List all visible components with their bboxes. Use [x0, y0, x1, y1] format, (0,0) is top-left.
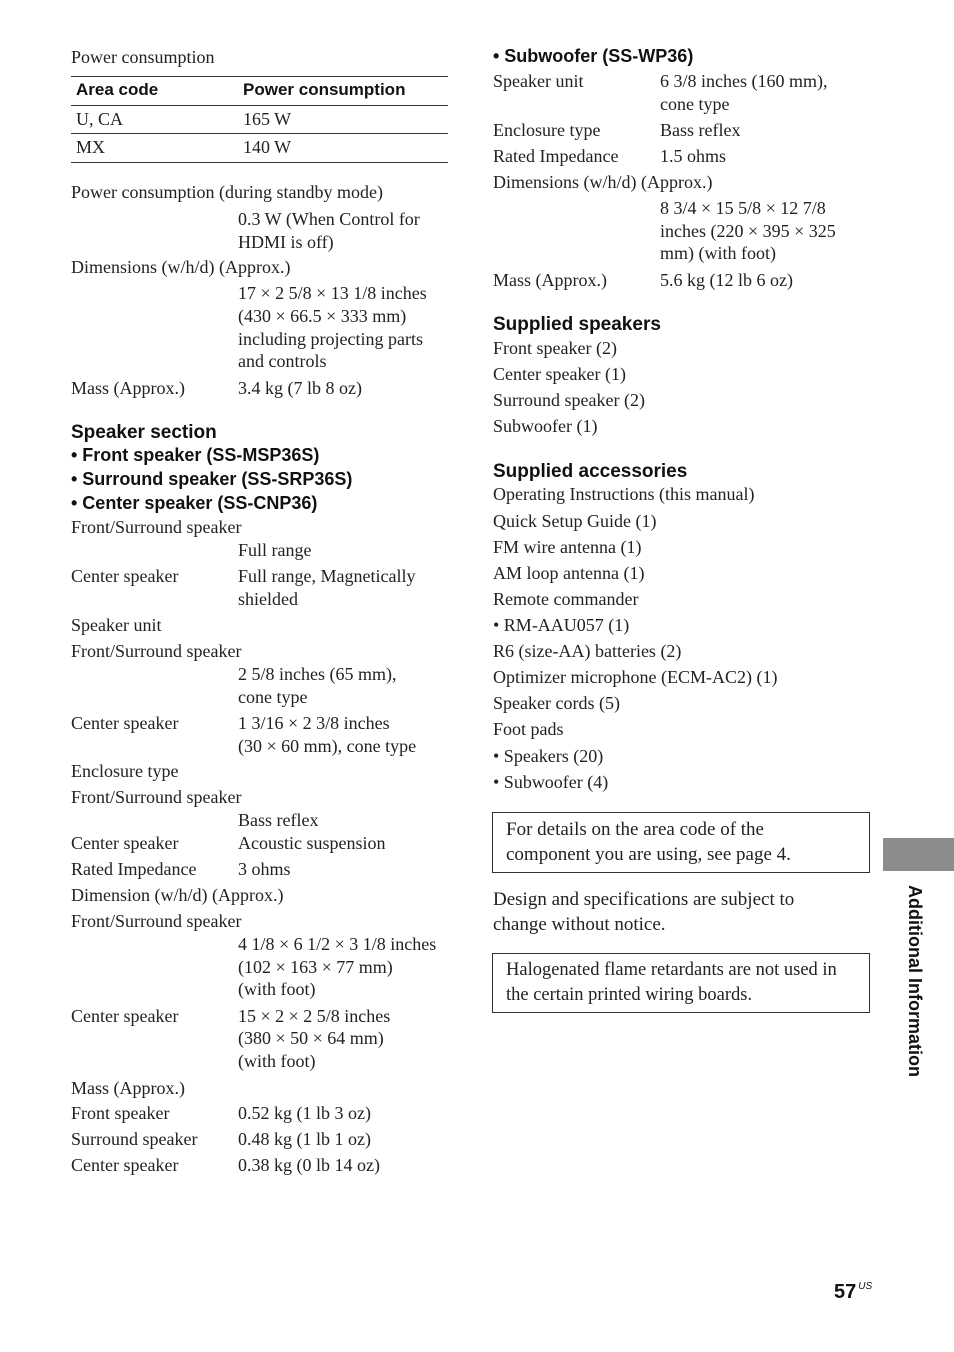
subwoofer-unit-label: Speaker unit [493, 71, 584, 91]
page-number [834, 1281, 872, 1304]
dimension-fs-value-2: (102 × 163 × 77 mm) [238, 957, 393, 977]
list-item: Optimizer microphone (ECM-AC2) (1) [493, 667, 778, 687]
center-speaker-label: Center speaker [71, 566, 179, 586]
subwoofer-mass-label: Mass (Approx.) [493, 270, 607, 290]
list-item: AM loop antenna (1) [493, 563, 645, 583]
standby-value-2: HDMI is off) [238, 232, 334, 252]
center-speaker-value-1: Full range, Magnetically [238, 566, 416, 586]
dimension-center-value-1: 15 × 2 × 2 5/8 inches [238, 1006, 391, 1026]
standby-value-1: 0.3 W (When Control for [238, 209, 420, 229]
subwoofer-dimensions-value-3: mm) (with foot) [660, 243, 776, 263]
impedance-value: 3 ohms [238, 859, 291, 879]
table-rule-bottom [71, 162, 448, 163]
dimensions-label: Dimensions (w/h/d) (Approx.) [71, 257, 291, 277]
mass-label: Mass (Approx.) [71, 378, 185, 398]
speaker-unit-center-value-1: 1 3/16 × 2 3/8 inches [238, 713, 390, 733]
fs-speaker-value: Full range [238, 540, 312, 560]
mass-front-value: 0.52 kg (1 lb 3 oz) [238, 1103, 371, 1123]
halogen-note-line-2: the certain printed wiring boards. [506, 985, 753, 1005]
dimensions-value-3: including projecting parts [238, 329, 423, 349]
dimension-center-value-2: (380 × 50 × 64 mm) [238, 1028, 384, 1048]
power-consumption-label: Power consumption [71, 47, 215, 67]
mass-value: 3.4 kg (7 lb 8 oz) [238, 378, 362, 398]
subwoofer-dimensions-label: Dimensions (w/h/d) (Approx.) [493, 172, 713, 192]
list-item: Remote commander [493, 589, 639, 609]
list-item: Subwoofer (1) [493, 416, 598, 436]
mass-surround-label: Surround speaker [71, 1129, 198, 1149]
supplied-speakers-heading: Supplied speakers [493, 314, 661, 335]
center-speaker-value-2: shielded [238, 589, 298, 609]
list-item: Front speaker (2) [493, 338, 617, 358]
table-cell-area: U, CA [76, 109, 124, 129]
area-code-note [492, 812, 870, 873]
list-item: R6 (size-AA) batteries (2) [493, 641, 682, 661]
table-rule-top [71, 76, 448, 77]
mass-center-value: 0.38 kg (0 lb 14 oz) [238, 1155, 380, 1175]
page-number-value: 57 [834, 1281, 857, 1303]
subwoofer-dimensions-value-2: inches (220 × 395 × 325 [660, 221, 836, 241]
supplied-accessories-heading: Supplied accessories [493, 461, 688, 482]
list-item: Speaker cords (5) [493, 693, 620, 713]
mass-center-label: Center speaker [71, 1155, 179, 1175]
list-item: Foot pads [493, 719, 564, 739]
subwoofer-dimensions-value-1: 8 3/4 × 15 5/8 × 12 7/8 [660, 198, 826, 218]
table-header-area-code: Area code [76, 80, 159, 99]
speaker-unit-fs-value-1: 2 5/8 inches (65 mm), [238, 664, 397, 684]
mass-approx-label: Mass (Approx.) [71, 1078, 185, 1098]
enclosure-label: Enclosure type [71, 761, 179, 781]
dimension-fs-value-1: 4 1/8 × 6 1/2 × 3 1/8 inches [238, 934, 437, 954]
enclosure-center-value: Acoustic suspension [238, 833, 386, 853]
dimension-fs-value-3: (with foot) [238, 979, 316, 999]
page-number-suffix: US [858, 1281, 873, 1292]
speaker-unit-label: Speaker unit [71, 615, 162, 635]
halogen-note [492, 953, 870, 1013]
dimensions-value-1: 17 × 2 5/8 × 13 1/8 inches [238, 283, 427, 303]
area-code-note-line-2: component you are using, see page 4. [506, 844, 791, 865]
speaker-section-heading: Speaker section [71, 422, 217, 443]
table-header-power: Power consumption [243, 80, 406, 99]
speaker-unit-fs-label: Front/Surround speaker [71, 641, 242, 661]
fs-speaker-label: Front/Surround speaker [71, 517, 242, 537]
subwoofer-unit-value-2: cone type [660, 94, 730, 114]
subwoofer-heading: • Subwoofer (SS-WP36) [493, 46, 694, 66]
dimension-center-value-3: (with foot) [238, 1051, 316, 1071]
table-rule-row [71, 133, 448, 134]
dimensions-value-4: and controls [238, 351, 327, 371]
enclosure-fs-value: Bass reflex [238, 810, 319, 830]
enclosure-center-label: Center speaker [71, 833, 179, 853]
subwoofer-impedance-value: 1.5 ohms [660, 146, 727, 166]
subwoofer-enclosure-value: Bass reflex [660, 120, 741, 140]
subwoofer-enclosure-label: Enclosure type [493, 120, 601, 140]
table-cell-area: MX [76, 137, 106, 157]
front-speaker-model: • Front speaker (SS-MSP36S) [71, 445, 320, 465]
design-note-line-1: Design and specifications are subject to [493, 889, 795, 910]
subwoofer-mass-value: 5.6 kg (12 lb 6 oz) [660, 270, 793, 290]
standby-label: Power consumption (during standby mode) [71, 182, 383, 202]
surround-speaker-model: • Surround speaker (SS-SRP36S) [71, 469, 353, 489]
center-speaker-model: • Center speaker (SS-CNP36) [71, 493, 318, 513]
list-item: Surround speaker (2) [493, 390, 645, 410]
list-item: Quick Setup Guide (1) [493, 511, 657, 531]
section-tab-marker [883, 838, 954, 871]
list-item: Center speaker (1) [493, 364, 626, 384]
list-item: • RM-AAU057 (1) [493, 615, 630, 635]
list-item: Operating Instructions (this manual) [493, 484, 755, 504]
dimension-label: Dimension (w/h/d) (Approx.) [71, 885, 284, 905]
mass-surround-value: 0.48 kg (1 lb 1 oz) [238, 1129, 371, 1149]
section-tab-label: Additional Information [905, 885, 925, 1077]
subwoofer-impedance-label: Rated Impedance [493, 146, 619, 166]
speaker-unit-center-label: Center speaker [71, 713, 179, 733]
design-note-line-2: change without notice. [493, 914, 666, 935]
speaker-unit-fs-value-2: cone type [238, 687, 308, 707]
speaker-unit-center-value-2: (30 × 60 mm), cone type [238, 736, 417, 756]
enclosure-fs-label: Front/Surround speaker [71, 787, 242, 807]
dimension-fs-label: Front/Surround speaker [71, 911, 242, 931]
table-cell-power: 165 W [243, 109, 292, 129]
list-item: FM wire antenna (1) [493, 537, 642, 557]
list-item: • Subwoofer (4) [493, 772, 609, 792]
area-code-note-line-1: For details on the area code of the [506, 819, 764, 840]
subwoofer-unit-value-1: 6 3/8 inches (160 mm), [660, 71, 828, 91]
dimension-center-label: Center speaker [71, 1006, 179, 1026]
table-cell-power: 140 W [243, 137, 292, 157]
list-item: • Speakers (20) [493, 746, 604, 766]
mass-front-label: Front speaker [71, 1103, 170, 1123]
table-rule-header [71, 105, 448, 106]
dimensions-value-2: (430 × 66.5 × 333 mm) [238, 306, 407, 326]
impedance-label: Rated Impedance [71, 859, 197, 879]
halogen-note-line-1: Halogenated flame retardants are not used in [506, 960, 837, 980]
